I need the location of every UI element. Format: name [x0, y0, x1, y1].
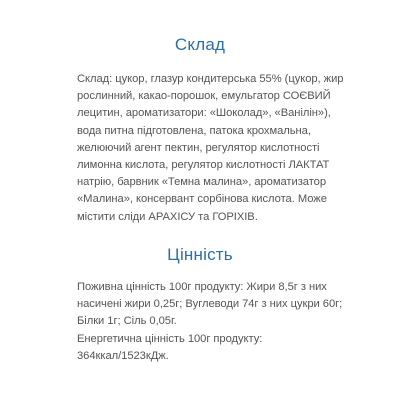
nutrition-text: Поживна цінність 100г продукту: Жири 8,5г з них насичені жири 0,25г; Вуглеводи 74г з них цукри 60г; Білки 1г; Сіль 0,05г. Енергетична цінність 100г продукту: 364ккал/1523кДж. [77, 281, 343, 362]
nutrition-title: Цінність [167, 245, 233, 264]
composition-text: Склад: цукор, глазур кондитерська 55% (цукор, жир рослинний, какао-порошок, емульгатор СОЄВИЙ лецитин, ароматизатори: «Шоколад», «Ванілін»), вода питна підготовлена, патока крохмальна, желюючий агент пектин, регулятор кислотності лимонна кислота, регулятор кислотності ЛАКТАТ натрію, барвник «Темна малина», ароматизатор «Малина», консервант сорбінова кислота. Може містити сліди АРАХІСУ та ГОРІХІВ. [77, 73, 344, 223]
composition-title: Склад [174, 35, 226, 54]
